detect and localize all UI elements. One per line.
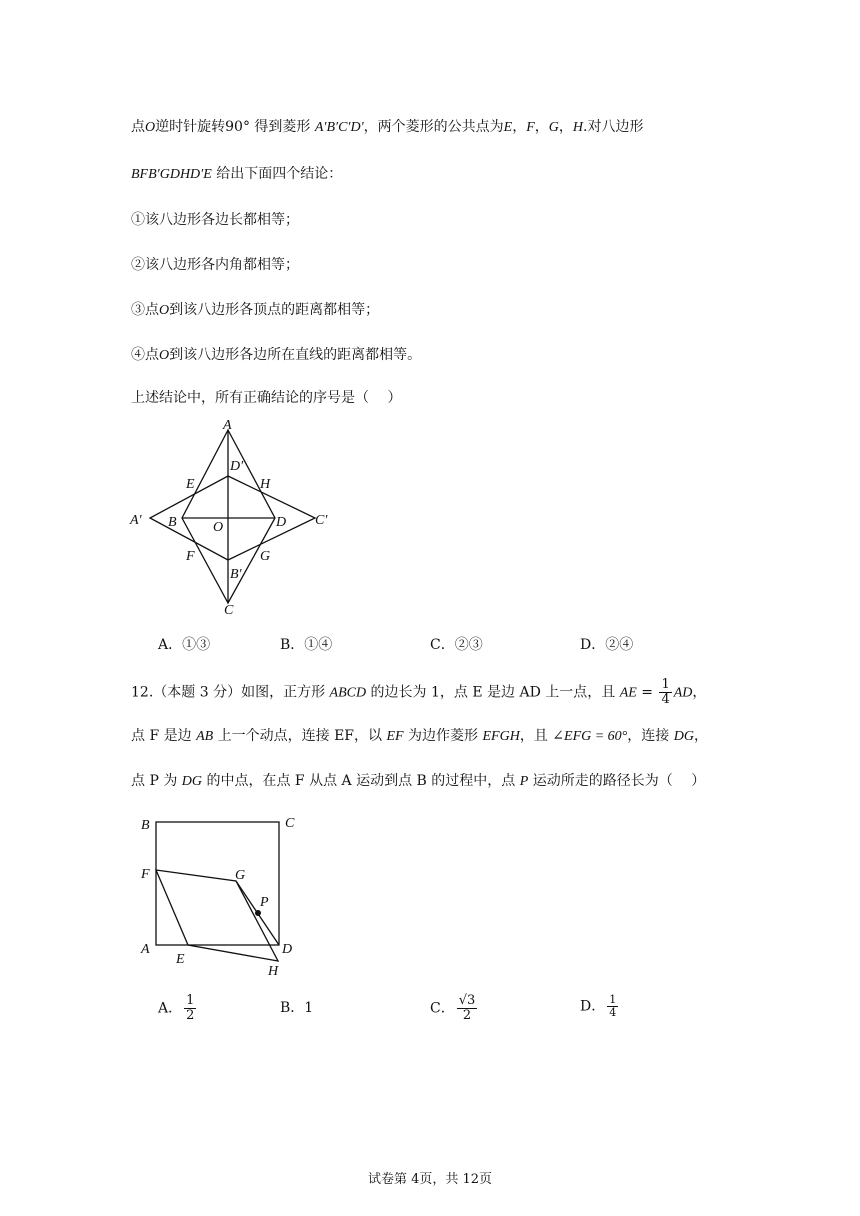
q11-option-c[interactable]: C．②③	[430, 637, 483, 653]
label-D: D	[282, 942, 293, 957]
q11-line-1: 点O逆时针旋转90° 得到菱形 A′B′C′D′，两个菱形的公共点为E，F，G，H.对八边形	[131, 119, 644, 135]
label-A-prime: A′	[130, 513, 142, 528]
label-D: D	[276, 515, 287, 530]
q11-option-a[interactable]: A．①③	[158, 637, 211, 653]
label-B: B	[141, 818, 150, 833]
q11-line-2: BFB′GDHD′E 给出下面四个结论：	[131, 166, 343, 182]
q11-figure	[120, 418, 350, 618]
label-E: E	[176, 952, 185, 967]
q12-line-2: 点 F 是边 AB 上一个动点，连接 EF，以 EF 为边作菱形 EFGH，且 ∠EFG = 60°，连接 DG，	[131, 728, 708, 744]
label-F: F	[141, 867, 150, 882]
q12-option-a[interactable]: A． $\frac{1}{2}$	[158, 993, 195, 1023]
q11-conclusion-4: ④点O到该八边形各边所在直线的距离都相等。	[131, 347, 422, 363]
point-P	[255, 910, 261, 916]
label-B-prime: B′	[230, 567, 242, 582]
label-F: F	[186, 549, 195, 564]
q11-option-d[interactable]: D．②④	[580, 637, 634, 653]
fraction-one-quarter: $\frac{1}{4}$	[661, 677, 670, 707]
q12-line-3: 点 P 为 DG 的中点，在点 F 从点 A 运动到点 B 的过程中，点 P 运动所走的路径长为（ ）	[131, 773, 706, 789]
q12-option-b[interactable]: B．1	[280, 1000, 314, 1016]
label-C: C	[285, 816, 295, 831]
q11-conclusion-3: ③点O到该八边形各顶点的距离都相等；	[131, 302, 380, 318]
q12-figure	[135, 808, 315, 983]
label-G: G	[260, 549, 271, 564]
q12-option-d[interactable]: D． $\frac{1}{4}$	[580, 993, 617, 1019]
label-A: A	[223, 418, 232, 433]
q12-line-1: 12.（本题 3 分）如图，正方形 ABCD 的边长为 1，点 E 是边 AD 上一点，且 AE = $\frac{1}{4}$ AD，	[131, 677, 707, 707]
label-O: O	[213, 520, 224, 535]
label-C: C	[224, 603, 234, 618]
q12-option-c[interactable]: C． $\frac{√3}{2}$	[430, 993, 476, 1023]
q11-prompt: 上述结论中，所有正确结论的序号是（ ）	[131, 390, 402, 406]
label-A: A	[141, 942, 150, 957]
label-B: B	[168, 515, 177, 530]
label-C-prime: C′	[315, 513, 328, 528]
label-H: H	[260, 477, 271, 492]
label-H: H	[268, 964, 279, 979]
q11-conclusion-1: ①该八边形各边长都相等；	[131, 212, 299, 228]
q11-conclusion-2: ②该八边形各内角都相等；	[131, 257, 299, 273]
page-footer: 试卷第 4页，共 12页	[367, 1172, 493, 1187]
label-E: E	[186, 477, 195, 492]
label-G: G	[235, 868, 246, 883]
label-D-prime: D′	[230, 459, 244, 474]
label-P: P	[260, 895, 269, 910]
q11-option-b[interactable]: B．①④	[280, 637, 333, 653]
